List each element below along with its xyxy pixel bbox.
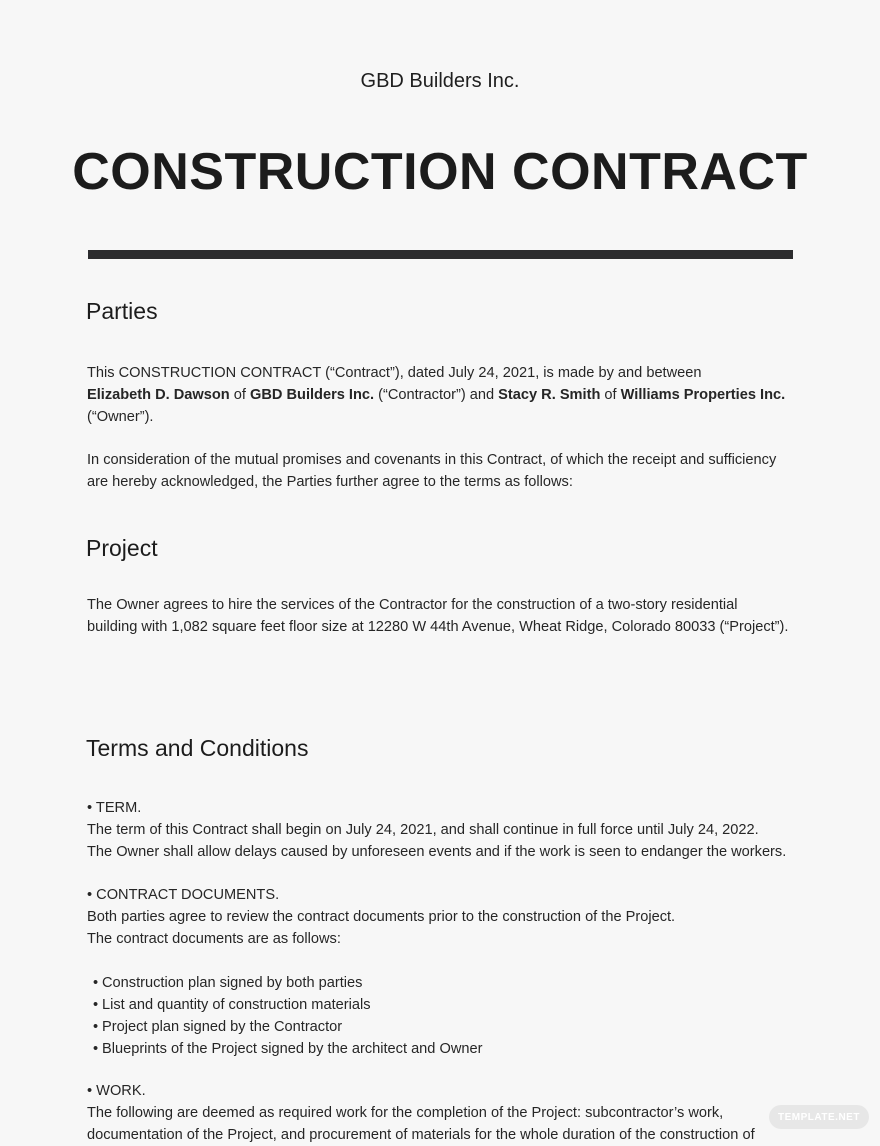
parties-names-line	[87, 384, 807, 406]
documents-label: • CONTRACT DOCUMENTS.	[87, 887, 280, 903]
consideration-line: are hereby acknowledged, the Parties further agree to the terms as follows:	[87, 474, 573, 490]
terms-heading: Terms and Conditions	[86, 735, 309, 761]
term-line: The term of this Contract shall begin on July 24, 2021, and shall continue in full force until July 24, 2022.	[87, 822, 759, 838]
contractor-name: Elizabeth D. Dawson	[87, 387, 230, 403]
owner-role: (“Owner”).	[87, 409, 154, 425]
of-text: of	[229, 387, 250, 403]
term-section	[87, 797, 807, 863]
of-text: of	[600, 387, 621, 403]
work-label: • WORK.	[87, 1083, 146, 1099]
work-line: documentation of the Project, and procurement of materials for the whole duration of the construction of	[87, 1127, 755, 1143]
project-line: The Owner agrees to hire the services of the Contractor for the construction of a two-story residential	[87, 597, 738, 613]
owner-name: Stacy R. Smith	[498, 387, 601, 403]
project-line: building with 1,082 square feet floor size at 12280 W 44th Avenue, Wheat Ridge, Colorado 80033 (“Project”).	[87, 619, 789, 635]
document-title: CONSTRUCTION CONTRACT	[72, 143, 808, 201]
project-paragraph	[87, 594, 807, 638]
project-heading: Project	[86, 535, 158, 561]
work-line: The following are deemed as required work for the completion of the Project: subcontractor’s work,	[87, 1105, 724, 1121]
owner-company: Williams Properties Inc.	[620, 387, 786, 403]
work-section	[87, 1080, 807, 1146]
documents-section	[87, 884, 807, 950]
company-name: GBD Builders Inc.	[360, 70, 520, 92]
term-line: The Owner shall allow delays caused by unforeseen events and if the work is seen to endanger the workers.	[87, 844, 787, 860]
list-item: • List and quantity of construction materials	[93, 994, 793, 1016]
term-label: • TERM.	[87, 800, 142, 816]
documents-list	[93, 972, 793, 1060]
list-item: • Project plan signed by the Contractor	[93, 1016, 793, 1038]
documents-line: The contract documents are as follows:	[87, 931, 341, 947]
consideration-line: In consideration of the mutual promises and covenants in this Contract, of which the receipt and sufficiency	[87, 452, 777, 468]
consideration-paragraph	[87, 449, 807, 493]
parties-paragraph	[87, 362, 807, 428]
list-item: • Construction plan signed by both parties	[93, 972, 793, 994]
parties-lead-line: This CONSTRUCTION CONTRACT (“Contract”), dated July 24, 2021, is made by and between	[87, 365, 702, 381]
template-watermark: TEMPLATE.NET	[769, 1105, 869, 1129]
contractor-role: (“Contractor”) and	[374, 387, 499, 403]
parties-heading: Parties	[86, 298, 158, 324]
list-item: • Blueprints of the Project signed by the architect and Owner	[93, 1038, 793, 1060]
contractor-company: GBD Builders Inc.	[250, 387, 375, 403]
title-divider	[88, 250, 793, 259]
documents-line: Both parties agree to review the contract documents prior to the construction of the Project.	[87, 909, 676, 925]
